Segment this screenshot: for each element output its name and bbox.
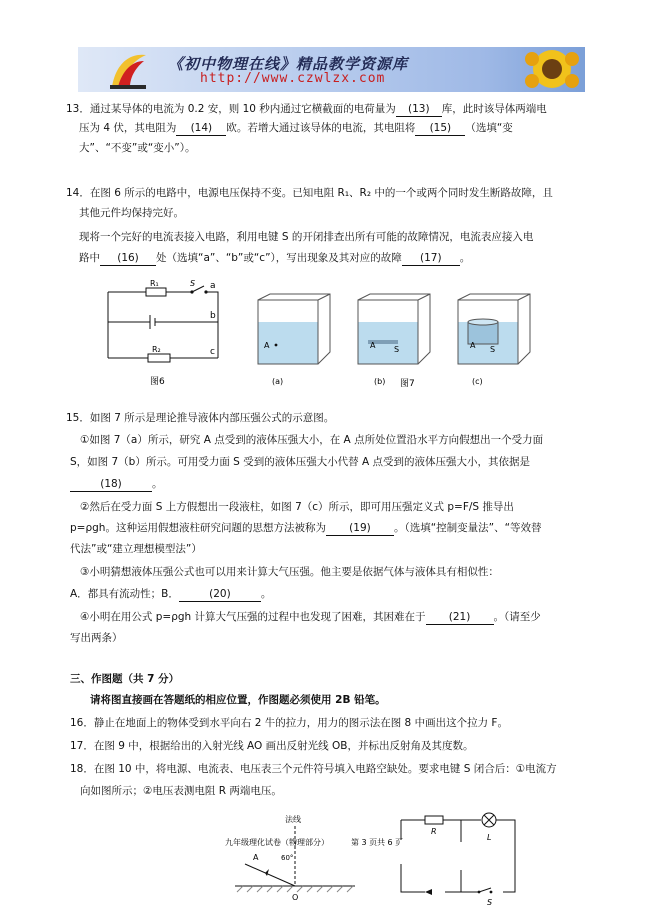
q15-line9: A．都具有流动性；B． (20) 。	[70, 588, 272, 600]
blank-14: (14)	[176, 121, 226, 136]
svg-text:(a): (a)	[272, 377, 284, 386]
blank-18: (18)	[70, 477, 152, 492]
svg-text:A: A	[470, 341, 476, 350]
blank-13: (13)	[396, 102, 442, 117]
figure-6-caption: 图6	[150, 377, 165, 387]
blank-19: (19)	[326, 521, 394, 536]
blank-20: (20)	[179, 587, 261, 602]
q13-line1: 13．通过某导体的电流为 0.2 安，则 10 秒内通过它横截面的电荷量为 (13) 库，此时该导体两端电	[66, 103, 547, 115]
q17: 17．在图 9 中，根据给出的入射光线 AO 画出反射光线 OB，并标出反射角及其度数。	[70, 740, 474, 752]
q14-line3: 现将一个完好的电流表接入电路，利用电键 S 的开闭排查出所有可能的故障情况，电流表应接入电	[79, 231, 534, 243]
exam-title: 九年级理化试卷（物理部分）	[225, 838, 329, 847]
figure-6-circuit	[100, 278, 230, 388]
section-3-title: 三、作图题（共 7 分）	[70, 673, 180, 685]
q13-line3: 大”、“不变”或“变小”）。	[79, 142, 196, 154]
label-r2: R₂	[152, 345, 161, 354]
blank-16: (16)	[100, 251, 156, 266]
q15-line7: 代法”或“建立理想模型法”）	[70, 543, 202, 555]
angle-label: 60°	[281, 854, 294, 862]
logo-icon	[106, 49, 150, 91]
incident-ray	[245, 864, 295, 886]
svg-text:(b): (b)	[374, 377, 386, 386]
q15-line5: ②然后在受力面 S 上方假想出一段液柱，如图 7（c）所示，即可用压强定义式 p=F/S 推导出	[80, 501, 514, 513]
normal-label: 法线	[285, 815, 301, 824]
q15-line11: 写出两条）	[70, 632, 123, 644]
label-s: S	[190, 279, 196, 288]
q15-line6: p=ρgh。这种运用假想液柱研究问题的思想方法被称为 (19) 。（选填“控制变量法”、“等效替	[70, 522, 542, 534]
svg-text:A: A	[264, 341, 270, 350]
q15-line4: (18) 。	[70, 477, 163, 492]
figure-10-circuit	[401, 813, 515, 892]
section-3-note: 请将图直接画在答题纸的相应位置，作图题必须使用 2B 铅笔。	[90, 694, 386, 706]
figure-7-caption: 图7	[400, 379, 415, 389]
sunflower-icon	[518, 47, 585, 92]
page-number: 第 3 页	[351, 838, 378, 847]
header-banner	[78, 47, 585, 92]
svg-text:A: A	[370, 341, 376, 350]
q18-line2: 向如图所示；②电压表测电阻 R 两端电压。	[80, 785, 282, 797]
svg-text:(c): (c)	[472, 377, 483, 386]
q15-line8: ③小明猜想液体压强公式也可以用来计算大气压强。他主要是依据气体与液体具有相似性：	[80, 566, 499, 578]
container-a	[258, 294, 330, 386]
q15-line2: ①如图 7（a）所示，研究 A 点受到的液体压强大小，在 A 点所处位置沿水平方向假想出一个受力面	[80, 434, 544, 446]
q13-line2: 压为 4 伏，其电阻为 (14) 欧。若增大通过该导体的电流，其电阻将 (15) （选填“变	[79, 122, 513, 134]
label-b: b	[210, 311, 216, 321]
svg-text:S: S	[490, 345, 496, 354]
bottom-figures	[225, 812, 535, 907]
label-s-fig10: S	[487, 898, 493, 907]
q14-line1: 14．在图 6 所示的电路中，电源电压保持不变。已知电阻 R₁、R₂ 中的一个或两个同时发生断路故障，且	[66, 187, 553, 199]
q14-line2: 其他元件均保持完好。	[79, 207, 184, 219]
q15-line1: 15．如图 7 所示是理论推导液体内部压强公式的示意图。	[66, 412, 335, 424]
banner-url[interactable]: http://www.czwlzx.com	[200, 71, 386, 86]
svg-text:S: S	[394, 345, 400, 354]
resistor-r2	[148, 354, 170, 362]
q18-line1: 18．在图 10 中，将电源、电流表、电压表三个元件符号填入电路空缺处。要求电键 S 闭合后：①电流方	[70, 763, 557, 775]
blank-21: (21)	[426, 610, 494, 625]
blank-17: (17)	[402, 251, 460, 266]
q16: 16．静止在地面上的物体受到水平向右 2 牛的拉力，用力的图示法在图 8 中画出这个拉力 F。	[70, 717, 508, 729]
label-r: R	[431, 827, 437, 836]
blank-15: (15)	[415, 121, 465, 136]
q14-line4: 路中 (16) 处（选填“a”、“b”或“c”），写出现象及其对应的故障 (17) 。	[79, 252, 471, 264]
container-c	[458, 294, 530, 386]
figure-7	[250, 292, 550, 390]
label-r1: R₁	[150, 279, 159, 288]
container-b	[358, 294, 430, 386]
label-l: L	[487, 833, 492, 842]
q15-line3: S，如图 7（b）所示。可用受力面 S 受到的液体压强大小代替 A 点受到的液体压强大小，其依据是	[70, 456, 531, 468]
q15-line10: ④小明在用公式 p=ρgh 计算大气压强的过程中也发现了困难，其困难在于 (21) 。（请至少	[80, 611, 541, 623]
page-total: 共 6 页	[377, 838, 404, 847]
point-o: O	[292, 893, 299, 902]
point-a: A	[253, 853, 259, 862]
banner-title: 《初中物理在线》精品教学资源库	[168, 55, 409, 73]
resistor-r1	[146, 288, 166, 296]
label-a: a	[210, 281, 216, 291]
label-c: c	[210, 347, 215, 357]
